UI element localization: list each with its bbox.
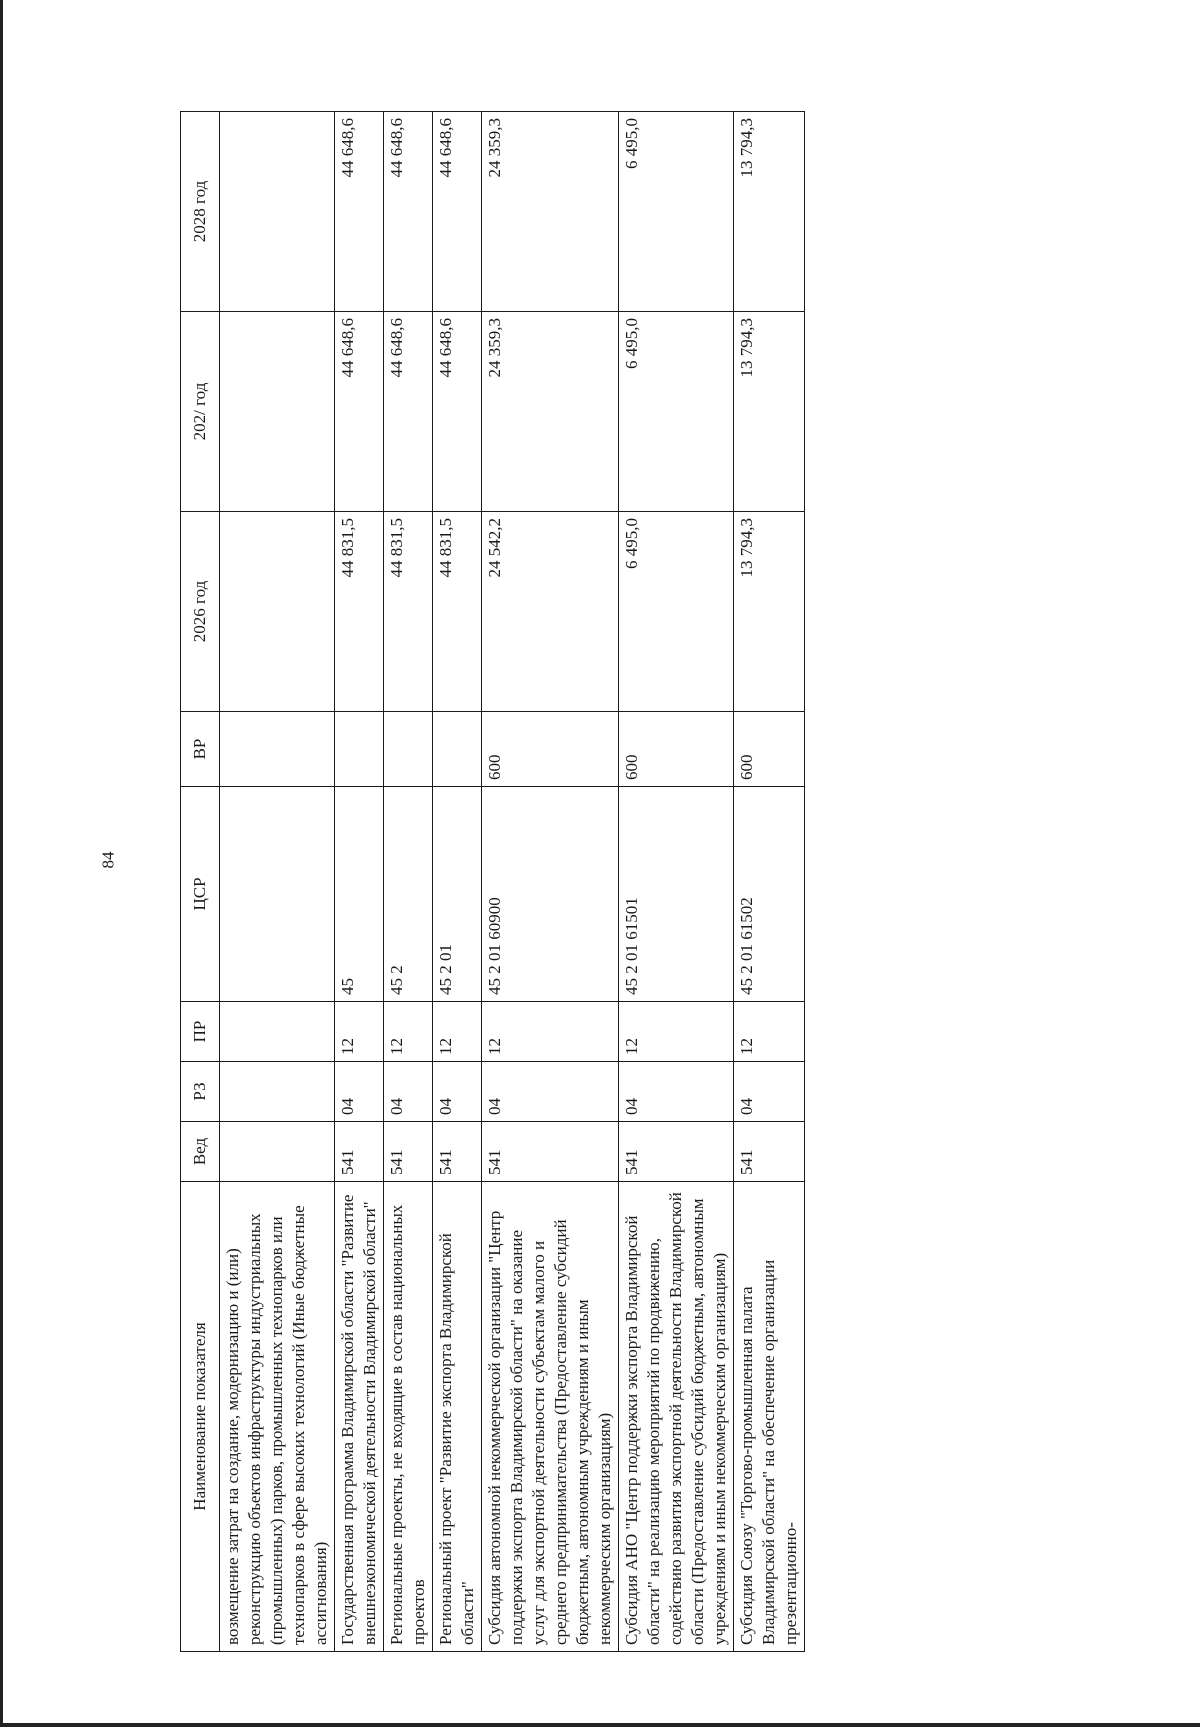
- header-ved: Вед: [181, 1122, 220, 1182]
- table-header-row: [181, 112, 220, 1652]
- cell-ved: 541: [482, 1122, 619, 1182]
- cell-2027: 24 359,3: [482, 312, 619, 512]
- cell-2026: [220, 512, 335, 712]
- header-vr: ВР: [181, 712, 220, 787]
- cell-csr: 45 2 01 61501: [619, 787, 734, 1002]
- budget-table: [180, 111, 805, 1652]
- cell-rz: 04: [619, 1062, 734, 1122]
- cell-2028: 44 648,6: [433, 112, 482, 312]
- cell-2027: 6 495,0: [619, 312, 734, 512]
- cell-2027: [220, 312, 335, 512]
- cell-csr: [220, 787, 335, 1002]
- cell-csr: 45 2 01: [433, 787, 482, 1002]
- cell-vr: 600: [734, 712, 805, 787]
- header-2027: 202/ год: [181, 312, 220, 512]
- cell-vr: [384, 712, 433, 787]
- table-row: [335, 112, 384, 1652]
- cell-csr: 45 2: [384, 787, 433, 1002]
- cell-2028: [220, 112, 335, 312]
- cell-ved: 541: [384, 1122, 433, 1182]
- cell-vr: [433, 712, 482, 787]
- cell-csr: 45 2 01 61502: [734, 787, 805, 1002]
- cell-csr: 45: [335, 787, 384, 1002]
- cell-2027: 13 794,3: [734, 312, 805, 512]
- cell-ved: 541: [734, 1122, 805, 1182]
- cell-pr: 12: [619, 1002, 734, 1062]
- table-row: [433, 112, 482, 1652]
- cell-csr: 45 2 01 60900: [482, 787, 619, 1002]
- cell-2026: 44 831,5: [433, 512, 482, 712]
- table-row: [482, 112, 619, 1652]
- table-row: [734, 112, 805, 1652]
- header-2026: 2026 год: [181, 512, 220, 712]
- cell-2026: 44 831,5: [384, 512, 433, 712]
- cell-vr: 600: [482, 712, 619, 787]
- cell-name: Субсидия АНО "Центр поддержки экспорта Владимирской области" на реализацию мероприятий по продвижению, содействию развития экспортной деятельности Владимирской области (Предоставление субсидий бюджетным, автономным учреждениям и иным некоммерческим организациям): [619, 1182, 734, 1652]
- cell-ved: 541: [335, 1122, 384, 1182]
- header-rz: РЗ: [181, 1062, 220, 1122]
- cell-pr: 12: [384, 1002, 433, 1062]
- cell-2028: 24 359,3: [482, 112, 619, 312]
- cell-rz: 04: [734, 1062, 805, 1122]
- cell-2026: 24 542,2: [482, 512, 619, 712]
- cell-vr: [220, 712, 335, 787]
- cell-ved: 541: [619, 1122, 734, 1182]
- header-2028: 2028 год: [181, 112, 220, 312]
- page-number: 84: [98, 851, 118, 869]
- cell-pr: [220, 1002, 335, 1062]
- cell-pr: 12: [335, 1002, 384, 1062]
- cell-name: Региональные проекты, не входящие в состав национальных проектов: [384, 1182, 433, 1652]
- cell-name: Государственная программа Владимирской области "Развитие внешнеэкономической деятельности Владимирской области": [335, 1182, 384, 1652]
- rotated-table-container: [180, 112, 1130, 1652]
- table-row: [619, 112, 734, 1652]
- cell-2027: 44 648,6: [384, 312, 433, 512]
- cell-rz: 04: [335, 1062, 384, 1122]
- cell-ved: 541: [433, 1122, 482, 1182]
- cell-vr: 600: [619, 712, 734, 787]
- cell-name: Субсидия автономной некоммерческой организации "Центр поддержки экспорта Владимирской области" на оказание услуг для экспортной деятельности субъектам малого и среднего предпринимательства (Предоставление субсидий бюджетным, автономным учреждениям и иным некоммерческим организациям): [482, 1182, 619, 1652]
- cell-2028: 44 648,6: [384, 112, 433, 312]
- cell-rz: 04: [433, 1062, 482, 1122]
- cell-pr: 12: [433, 1002, 482, 1062]
- cell-2026: 6 495,0: [619, 512, 734, 712]
- cell-2028: 44 648,6: [335, 112, 384, 312]
- cell-rz: 04: [482, 1062, 619, 1122]
- table-row: [384, 112, 433, 1652]
- cell-pr: 12: [482, 1002, 619, 1062]
- cell-2027: 44 648,6: [335, 312, 384, 512]
- header-csr: ЦСР: [181, 787, 220, 1002]
- cell-name: Региональный проект "Развитие экспорта Владимирской области": [433, 1182, 482, 1652]
- cell-2026: 44 831,5: [335, 512, 384, 712]
- cell-2028: 13 794,3: [734, 112, 805, 312]
- cell-rz: [220, 1062, 335, 1122]
- cell-pr: 12: [734, 1002, 805, 1062]
- cell-rz: 04: [384, 1062, 433, 1122]
- header-pr: ПР: [181, 1002, 220, 1062]
- header-name: Наименование показателя: [181, 1182, 220, 1652]
- cell-ved: [220, 1122, 335, 1182]
- cell-name: возмещение затрат на создание, модернизацию и (или) реконструкцию объектов инфраструктуры индустриальных (промышленных) парков, промышленных технопарков или технопарков в сфере высоких технологий (Иные бюджетные ассигнования): [220, 1182, 335, 1652]
- cell-2027: 44 648,6: [433, 312, 482, 512]
- cell-2028: 6 495,0: [619, 112, 734, 312]
- cell-name: Субсидия Союзу "Торгово-промышленная палата Владимирской области" на обеспечение организации презентационно-: [734, 1182, 805, 1652]
- cell-2026: 13 794,3: [734, 512, 805, 712]
- cell-vr: [335, 712, 384, 787]
- table-row: [220, 112, 335, 1652]
